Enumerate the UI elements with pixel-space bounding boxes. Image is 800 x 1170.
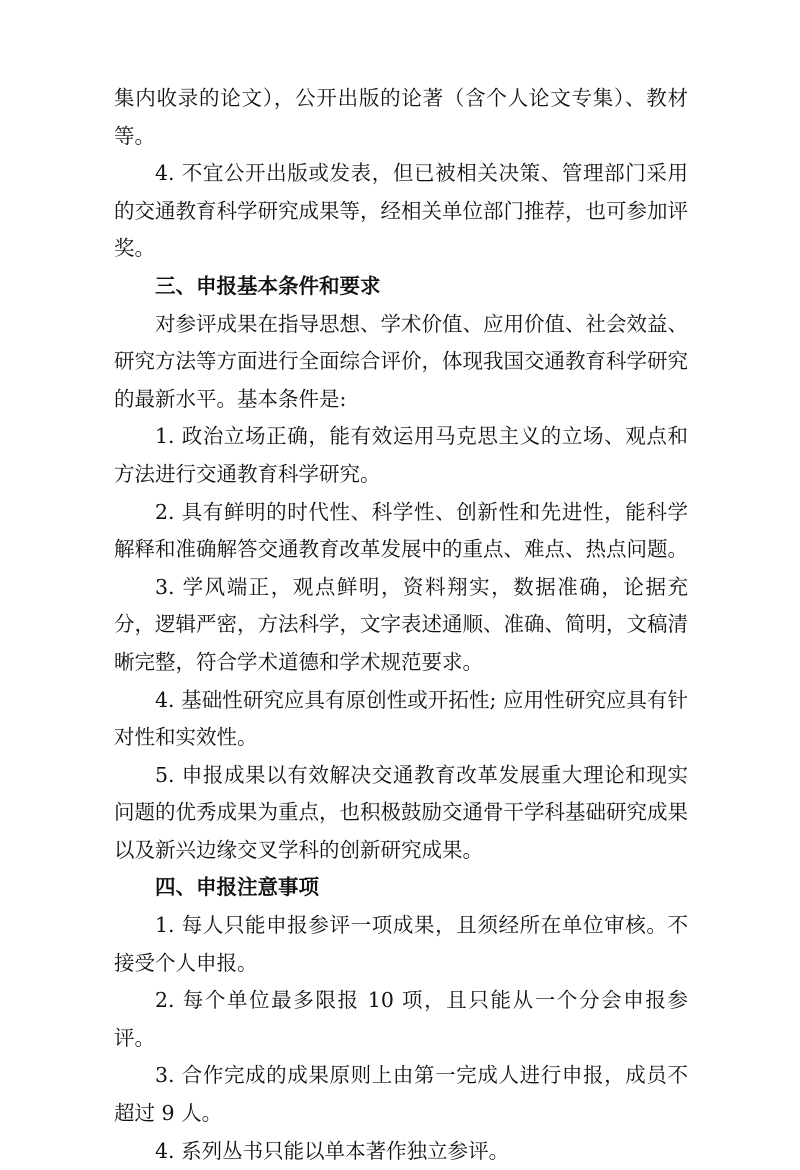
section-3-item-3: 3. 学风端正，观点鲜明，资料翔实，数据准确，论据充分，逻辑严密，方法科学，文字表述通顺、准确、简明，文稿清晰完整，符合学术道德和学术规范要求。 — [114, 574, 688, 674]
section-4-item-4: 4. 系列丛书只能以单本著作独立参评。 — [155, 1138, 510, 1163]
section-3-item-5: 5. 申报成果以有效解决交通教育改革发展重大理论和现实问题的优秀成果为重点，也积极鼓励交通骨干学科基础研究成果以及新兴边缘交叉学科的创新研究成果。 — [114, 762, 688, 862]
section-4-item-3: 3. 合作完成的成果原则上由第一完成人进行申报，成员不超过 9 人。 — [114, 1063, 688, 1126]
paragraph-continuation: 集内收录的论文），公开出版的论著（含个人论文专集）、教材等。 — [114, 86, 688, 148]
section-3-intro: 对参评成果在指导思想、学术价值、应用价值、社会效益、研究方法等方面进行全面综合评价，体现我国交通教育科学研究的最新水平。基本条件是: — [114, 311, 688, 411]
section-3-item-2: 2. 具有鲜明的时代性、科学性、创新性和先进性，能科学解释和准确解答交通教育改革发展中的重点、难点、热点问题。 — [114, 499, 688, 562]
section-4-item-1: 1. 每人只能申报参评一项成果，且须经所在单位审核。不接受个人申报。 — [114, 913, 688, 975]
section-4-item-2: 2. 每个单位最多限报 10 项，且只能从一个分会申报参评。 — [114, 988, 688, 1050]
paragraph-item-4: 4. 不宜公开出版或发表，但已被相关决策、管理部门采用的交通教育科学研究成果等，经相关单位部门推荐，也可参加评奖。 — [114, 161, 688, 261]
section-3-item-1: 1. 政治立场正确，能有效运用马克思主义的立场、观点和方法进行交通教育科学研究。 — [114, 424, 688, 486]
section-heading-4: 四、申报注意事项 — [155, 875, 319, 900]
document-page — [114, 80, 688, 1170]
section-3-item-4: 4. 基础性研究应具有原创性或开拓性; 应用性研究应具有针对性和实效性。 — [114, 687, 688, 750]
section-heading-3: 三、申报基本条件和要求 — [155, 273, 381, 298]
